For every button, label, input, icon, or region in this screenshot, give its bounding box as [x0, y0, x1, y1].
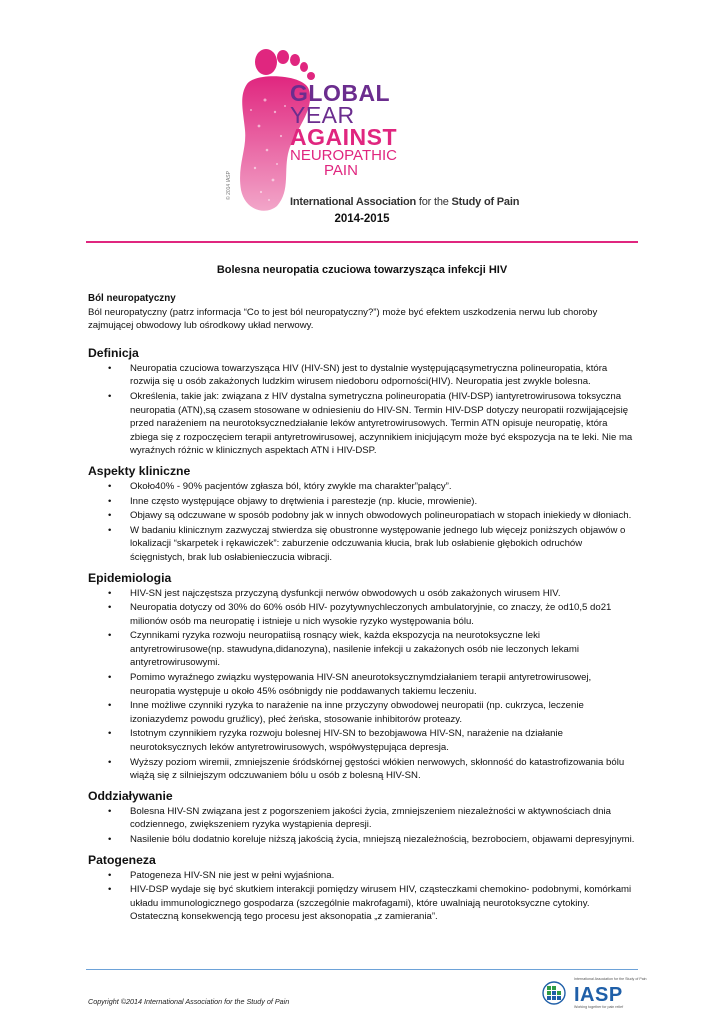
iasp-logo-word: IASP — [574, 984, 623, 1006]
bullet-icon: • — [108, 510, 112, 522]
list-item — [88, 869, 636, 883]
document-title: Bolesna neuropatia czuciowa towarzysząca infekcji HIV — [216, 264, 508, 276]
bullet-icon: • — [108, 602, 112, 614]
list-item-text: W badaniu klinicznym zazwyczaj stwierdza się obustronne występowanie jednego lub więcejz poniższych objawów o lokalizacji “skarpetek i rękawiczek”: zaburzenie odczuwania kłucia, brak lub osłabienie głębokich odruchów ścięgnistych, brak lub osłabienieczucia wibracji. — [130, 524, 626, 563]
document-body — [88, 292, 636, 925]
bullet-icon: • — [108, 869, 112, 881]
logo-line-pain: PAIN — [324, 162, 358, 179]
list-item — [88, 480, 636, 494]
section-heading: Patogeneza — [88, 852, 156, 867]
bullet-icon: • — [108, 630, 112, 642]
list-item — [88, 495, 636, 509]
bullet-icon: • — [108, 672, 112, 684]
intro-paragraph: Ból neuropatyczny (patrz informacja “Co to jest ból neuropatyczny?”) może być efektem uszkodzenia nerwu lub choroby zajmującej obwodowy lub ośrodkowy układ nerwowy. — [88, 306, 598, 332]
logo-line-global: GLOBAL — [290, 80, 391, 106]
bullet-list — [88, 480, 636, 565]
iasp-name-line — [290, 196, 519, 208]
list-item-text: Około40% - 90% pacjentów zgłasza ból, który zwykle ma charakter”palący”. — [130, 480, 452, 492]
list-item — [88, 671, 636, 698]
bullet-list — [88, 869, 636, 924]
list-item-text: Inne często występujące objawy to drętwienia i parestezje (np. kłucie, mrowienie). — [130, 495, 478, 507]
list-item-text: Patogeneza HIV-SN nie jest w pełni wyjaśniona. — [130, 869, 335, 881]
list-item-text: Inne możliwe czynniki ryzyka to narażenie na inne przyczyny obwodowej neuropatii (np. cukrzyca, leczenie izoniazydemz powodu gruźlicy), płeć żeńska, stosowanie inhibitorów proteazy. — [130, 700, 584, 725]
list-item — [88, 509, 636, 523]
bullet-icon: • — [108, 495, 112, 507]
bullet-list — [88, 805, 636, 847]
logo-copyright: © 2014 IASP — [226, 171, 232, 200]
list-item-text: Nasilenie bólu dodatnio koreluje niższą jakością życia, mniejszą niezależnością, bezrobociem, objawami depresyjnymi. — [130, 834, 635, 845]
list-item — [88, 524, 636, 565]
list-item — [88, 833, 636, 847]
list-item-text: Określenia, takie jak: związana z HIV dystalna symetryczna polineuropatia (HIV-DSP) iantyretrowirusowa toksyczna neuropatia (ATN),są czasem stosowane w odniesieniu do HIV-SN. Termin HIV-DSP dotyczy neuropatii rozwijającejsię przed narażeniem na neurotoksycznedziałanie leków antyretrowirusowych. Termin ATN opisuje neuropatię, która zbiega się z rozpoczęciem terapii antyretrowirusowej, aczynnikiem inicjującym może być ekspozycja na te leki. Nie ma wyraźnych różnic w klinicznych aspektach ATN i HIV-DSP. — [130, 390, 633, 457]
logo-line-year: YEAR — [290, 102, 355, 128]
list-item — [88, 727, 636, 754]
list-item — [88, 601, 636, 628]
bullet-icon: • — [108, 884, 112, 896]
list-item-text: Wyższy poziom wiremii, zmniejszenie śródskórnej gęstości włókien nerwowych, skłonność do katastrofizowania bólu wiążą się z silniejszym odczuwaniem bólu u osób z bolesną HIV-SN. — [130, 756, 625, 782]
bullet-icon: • — [108, 834, 112, 845]
iasp-logo-tagline: Working together for pain relief — [574, 1005, 624, 1009]
list-item-text: Czynnikami ryzyka rozwoju neuropatiisą rosnący wiek, każda ekspozycja na neurotoksyczne leki antyretrowirusowe(np. stawudyna,didanozyna), nasilenie infekcji u zakażonych osób nie leczonych lekami antyretrowirusowymi. — [130, 630, 580, 669]
bullet-icon: • — [108, 700, 112, 712]
section-heading: Oddziaływanie — [88, 788, 173, 803]
campaign-years: 2014-2015 — [334, 213, 390, 225]
iasp-name-part2: for the — [418, 196, 449, 208]
list-item-text: Istotnym czynnikiem ryzyka rozwoju bolesnej HIV-SN to bezobjawowa HIV-SN, narażenie na działanie neurotoksycznych leków antyretrowirusowych, współwystępująca depresja. — [130, 728, 563, 754]
list-item-text: HIV-SN jest najczęstsza przyczyną dysfunkcji nerwów obwodowych u osób zakażonych wirusem HIV. — [130, 587, 561, 599]
list-item-text: HIV-DSP wydaje się być skutkiem interakcji pomiędzy wirusem HIV, cząsteczkami chemokino- podobnymi, komórkami układu immunologicznego gospodarza (szczególnie makrofagami), które uwalniają neurotoksyczne cytokiny. Ostateczną konsekwencją tego procesu jest aksonopatia „z zamierania”. — [130, 884, 632, 923]
footer-copyright: Copyright ©2014 International Association for the Study of Pain — [88, 997, 290, 1006]
list-item-text: Objawy są odczuwane w sposób podobny jak w innych obwodowych polineuropatiach w stopach iniekiedy w dłoniach. — [130, 510, 632, 522]
section-heading: Epidemiologia — [88, 570, 172, 585]
list-item — [88, 756, 636, 783]
list-item — [88, 629, 636, 670]
list-item-text: Neuropatia czuciowa towarzysząca HIV (HIV-SN) jest to dystalnie występującąsymetryczna polineuropatia, która rozwija się u osób zakażonych ludzkim wirusem niedoboru odporności(HIV). Neuropatia jest zwykle bolesna. — [130, 362, 608, 388]
section-heading: Definicja — [88, 345, 139, 360]
logo-line-neuropathic: NEUROPATHIC — [290, 147, 397, 164]
bullet-icon: • — [108, 805, 112, 817]
footer-divider — [86, 969, 638, 970]
iasp-logo-subtitle: International Association for the Study of Pain — [574, 977, 647, 981]
list-item — [88, 587, 636, 601]
bullet-icon: • — [108, 756, 112, 768]
bullet-list — [88, 362, 636, 458]
list-item-text: Bolesna HIV-SN związana jest z pogorszeniem jakości życia, zmniejszeniem niezależności w aktywnościach dnia codziennego, zwiększeniem ryzyka wystąpienia depresji. — [130, 805, 611, 831]
bullet-icon: • — [108, 362, 112, 374]
sections-container — [88, 346, 636, 924]
list-item — [88, 699, 636, 726]
bullet-icon: • — [108, 480, 112, 492]
list-item — [88, 362, 636, 389]
iasp-name-part1: International Association — [290, 196, 417, 208]
bullet-icon: • — [108, 587, 112, 599]
header-divider — [86, 241, 638, 243]
bullet-icon: • — [108, 728, 112, 740]
logo-line-against: AGAINST — [290, 124, 397, 150]
logo-wordmark — [290, 82, 397, 178]
section-heading: Aspekty kliniczne — [88, 463, 191, 478]
list-item-text: Neuropatia dotyczy od 30% do 60% osób HIV- pozytywnychleczonych ambulatoryjnie, co znaczy, że od10,5 do21 milionów osób ma neuropatię i istnieje u nich wysokie ryzyko występowania bólu. — [130, 602, 612, 627]
bullet-list — [88, 587, 636, 783]
list-item — [88, 805, 636, 832]
bullet-icon: • — [108, 390, 112, 402]
list-item-text: Pomimo wyraźnego związku występowania HIV-SN aneurotoksycznymdziałaniem terapii antyretrowirusowej, neuropatia występuje u około 45% osóbnigdy nie poddawanych takiemu leczeniu. — [130, 672, 592, 697]
iasp-name-part3: Study of Pain — [451, 196, 520, 208]
bullet-icon: • — [108, 524, 112, 536]
intro-heading: Ból neuropatyczny — [88, 293, 176, 304]
list-item — [88, 390, 636, 458]
list-item — [88, 883, 636, 924]
